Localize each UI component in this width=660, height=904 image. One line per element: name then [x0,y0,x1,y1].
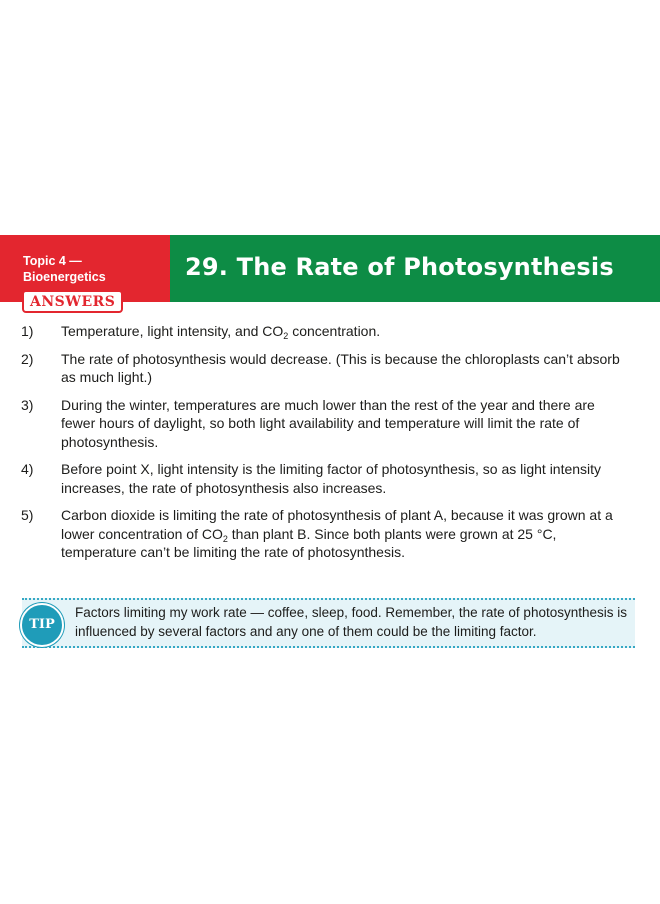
answer-number: 1) [21,323,34,339]
answer-number: 5) [21,507,34,523]
header-band [0,235,660,310]
answer-list [21,322,621,571]
answer-text: Temperature, light intensity, and $CO_2$ concentration. [61,323,381,341]
subscript-2: 2 [222,533,228,544]
answer-item-1 [21,322,621,341]
answer-text: Before point X, light intensity is the limiting factor of photosynthesis, so as light intensity increases, the rate of photosynthesis also increases. [61,461,602,496]
answer-text: Carbon dioxide is limiting the rate of photosynthesis of plant A, because it was grown at a lower concentration of $CO_2$ than plant B. Since both plants were grown at 25 °C, temperature can’t be limiting the rate of photosynthesis. [61,507,613,560]
answer-item-3 [21,396,621,452]
topic-block [0,235,170,310]
answer-number: 3) [21,396,34,413]
answers-badge: ANSWERS [22,290,123,313]
subscript-2: 2 [283,331,289,341]
tip-box [22,598,635,648]
answer-number: 2) [21,350,34,367]
topic-label: Topic 4 — Bioenergetics [23,254,106,284]
page-title: 29. The Rate of Photosynthesis [185,253,614,281]
tip-text: Factors limiting my work rate — coffee, sleep, food. Remember, the rate of photosynthesis is influenced by several factors and any one of them could be the limiting factor. [75,605,627,639]
answer-item-4 [21,460,621,497]
answer-text: The rate of photosynthesis would decrease. (This is because the chloroplasts can’t absorb as much light.) [61,350,620,385]
tip-badge-icon: TIP [20,603,64,647]
answer-text: During the winter, temperatures are much lower than the rest of the year and there are fewer hours of daylight, so both light availability and temperature will limit the rate of photosynthesis. [61,396,595,450]
answer-item-2 [21,350,621,387]
answer-item-5 [21,506,621,562]
title-block [170,235,660,302]
answer-number: 4) [21,461,34,477]
